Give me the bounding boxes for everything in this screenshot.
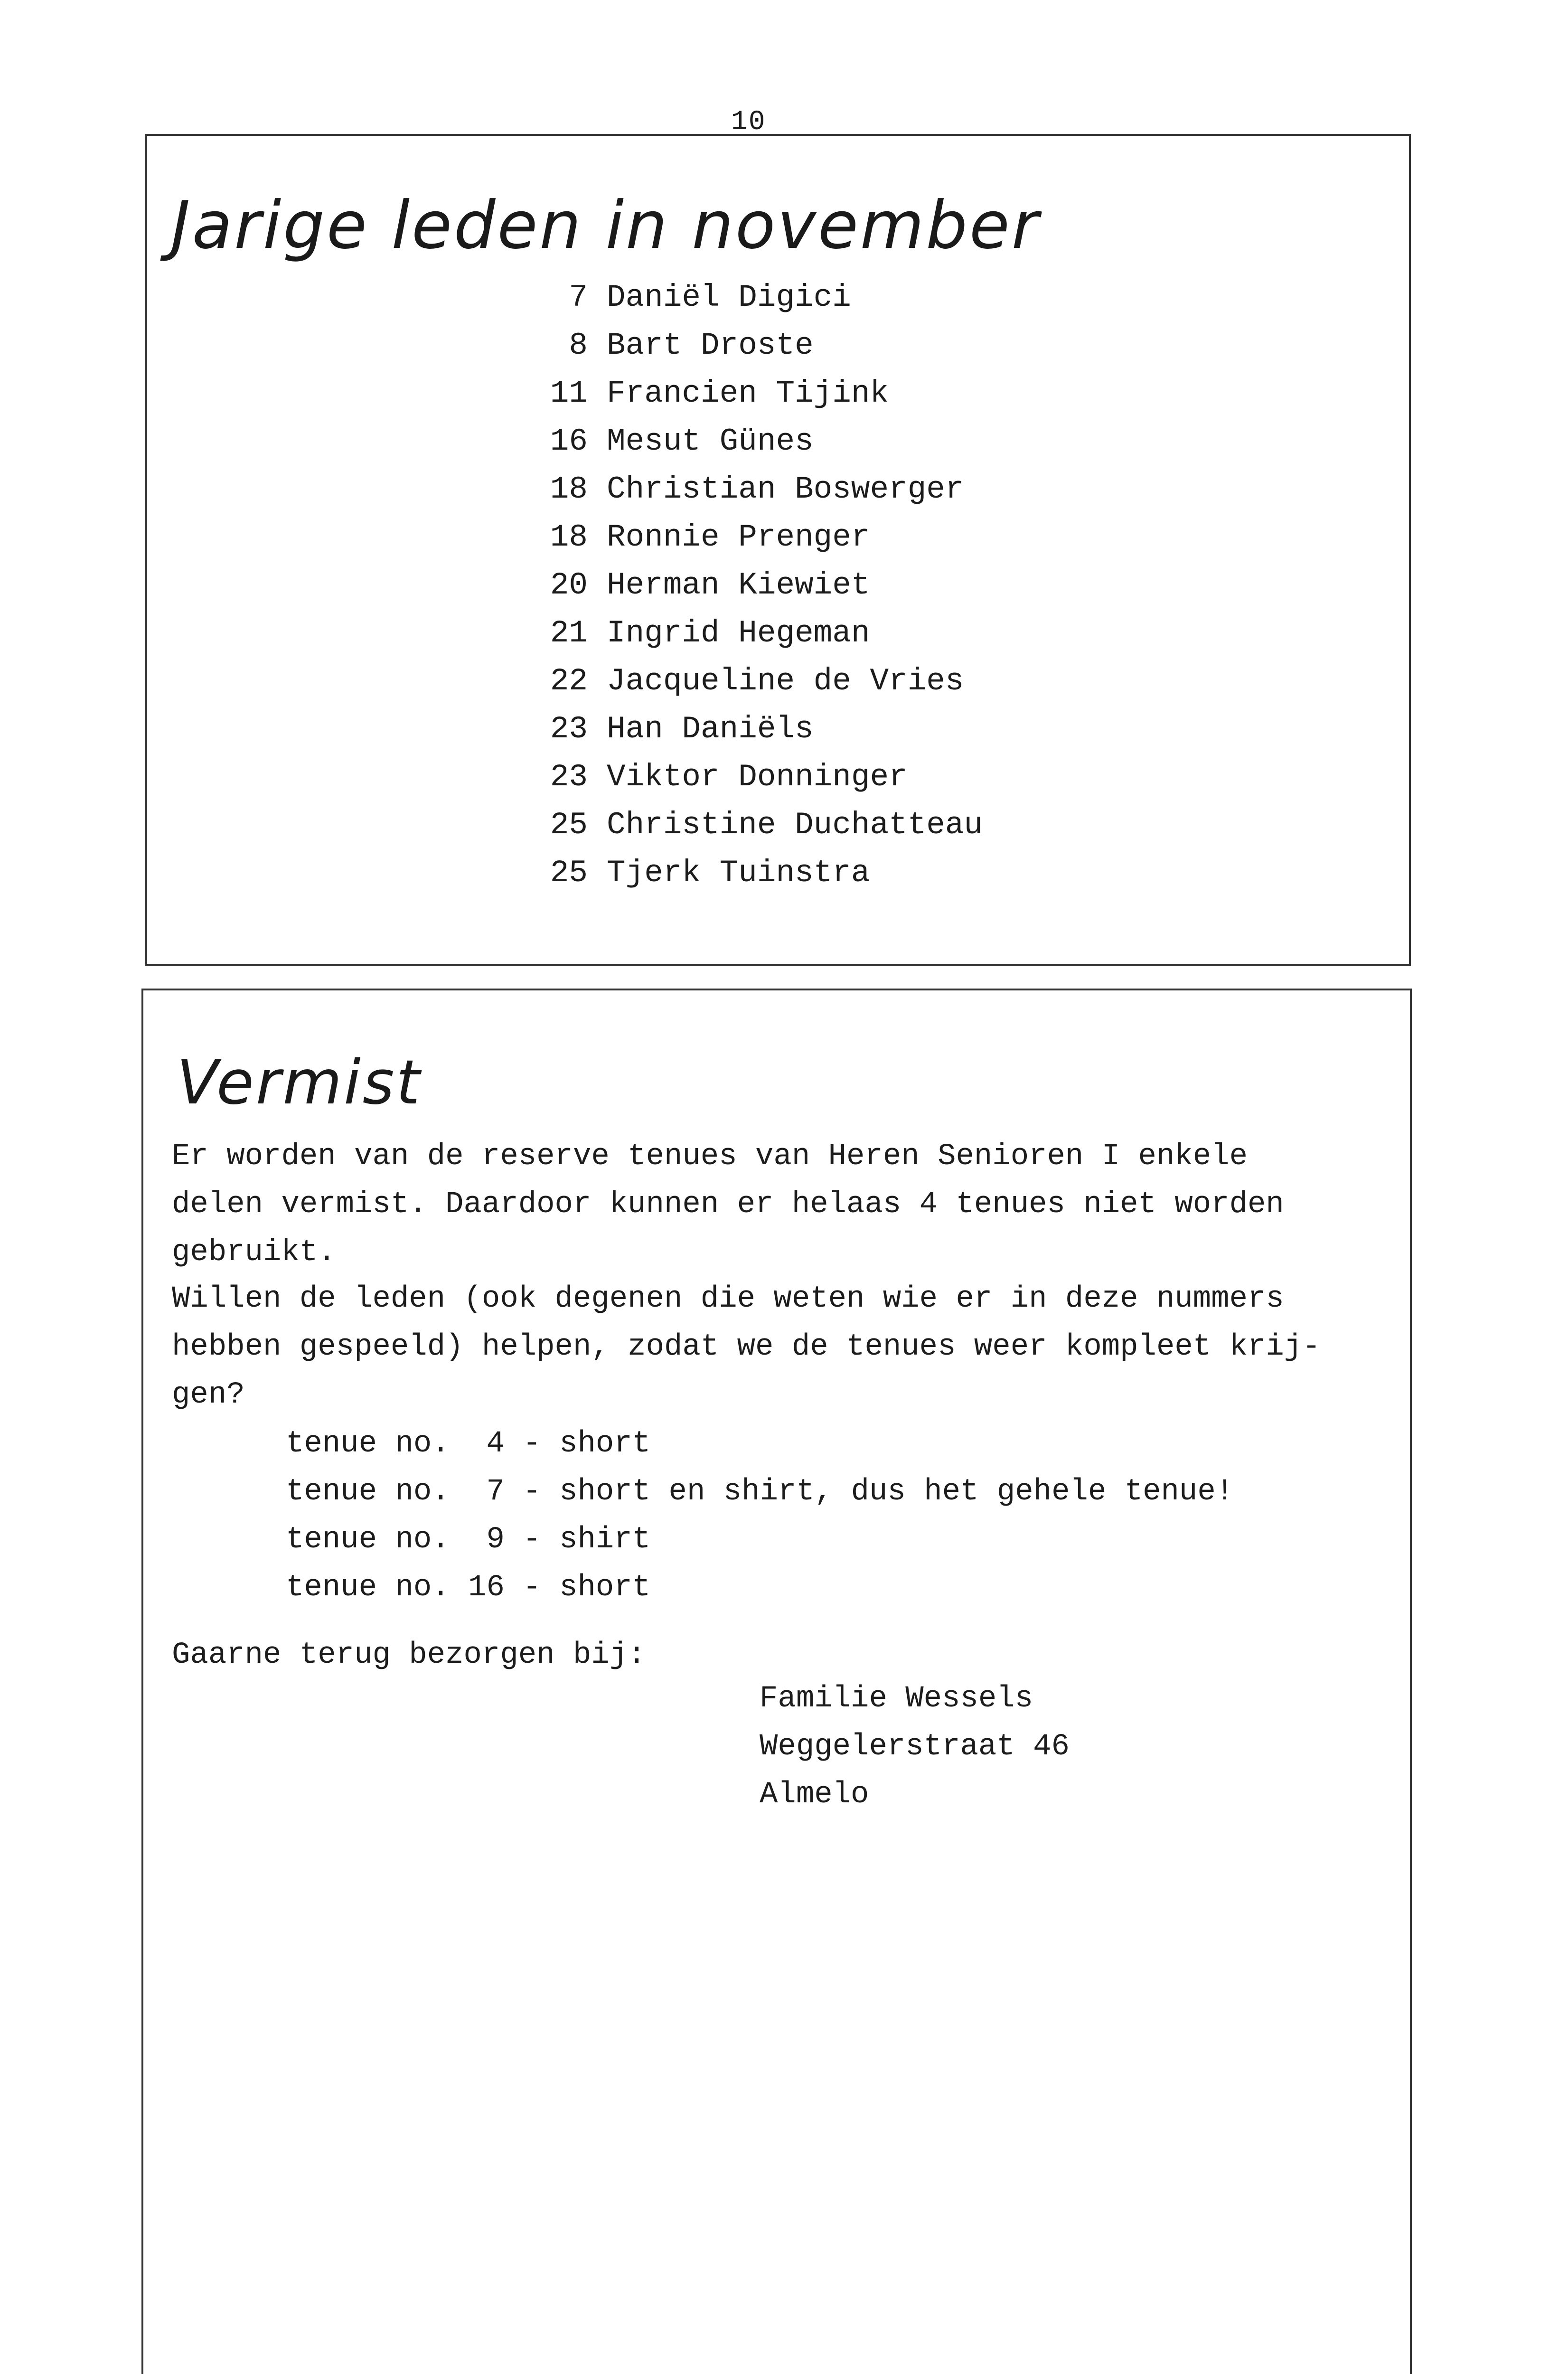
return-label: Gaarne terug bezorgen bij: [172, 1638, 646, 1672]
birthday-day: 18 [550, 519, 588, 555]
birthday-day: 22 [550, 663, 588, 699]
birthday-day: 23 [550, 711, 588, 747]
birthday-item [531, 849, 983, 897]
tenue-list [286, 1420, 1234, 1612]
member-name: Jacqueline de Vries [607, 663, 964, 699]
birthday-item [531, 369, 983, 417]
birthday-day: 11 [550, 376, 588, 411]
missing-paragraph: Er worden van de reserve tenues van Heren Senioren I enkele delen vermist. Daardoor kunnen er helaas 4 tenues niet worden gebruikt. [172, 1140, 1284, 1270]
tenue-item: tenue no. 16 - short [286, 1571, 651, 1605]
birthday-day: 16 [550, 424, 588, 459]
birthday-list [531, 273, 983, 897]
address-line: Weggelerstraat 46 [760, 1730, 1070, 1764]
missing-section [141, 989, 1412, 2374]
birthday-item [531, 465, 983, 513]
member-name: Christine Duchatteau [607, 807, 983, 843]
member-name: Francien Tijink [607, 376, 889, 411]
birthdays-title: Jarige leden in november [171, 187, 1041, 264]
birthday-item [531, 273, 983, 321]
missing-title: Vermist [177, 1047, 422, 1118]
birthday-item [531, 801, 983, 849]
birthdays-section [145, 134, 1411, 966]
tenue-item: tenue no. 7 - short en shirt, dus het gehele tenue! [286, 1475, 1234, 1509]
member-name: Han Daniëls [607, 711, 814, 747]
page-number: 10 [731, 107, 766, 138]
birthday-item [531, 609, 983, 657]
address-line: Familie Wessels [760, 1682, 1033, 1716]
birthday-day: 23 [550, 759, 588, 795]
member-name: Ronnie Prenger [607, 519, 870, 555]
member-name: Viktor Donninger [607, 759, 908, 795]
birthday-day: 18 [550, 471, 588, 507]
birthday-item [531, 417, 983, 465]
member-name: Mesut Günes [607, 424, 814, 459]
birthday-item [531, 705, 983, 753]
birthday-day: 8 [569, 328, 588, 363]
member-name: Tjerk Tuinstra [607, 855, 870, 891]
birthday-day: 25 [550, 807, 588, 843]
birthday-item [531, 657, 983, 705]
member-name: Ingrid Hegeman [607, 615, 870, 651]
member-name: Herman Kiewiet [607, 567, 870, 603]
birthday-item [531, 513, 983, 561]
help-request-paragraph: Willen de leden (ook degenen die weten wie er in deze nummers hebben gespeeld) helpen, zodat we de tenues weer kompleet krij- gen? [172, 1282, 1321, 1412]
birthday-item [531, 321, 983, 369]
birthday-day: 21 [550, 615, 588, 651]
address-line: Almelo [760, 1778, 869, 1812]
member-name: Bart Droste [607, 328, 814, 363]
return-address [760, 1675, 1070, 1819]
member-name: Daniël Digici [607, 280, 851, 315]
birthday-day: 7 [569, 280, 588, 315]
birthday-item [531, 561, 983, 609]
birthday-item [531, 753, 983, 801]
member-name: Christian Boswerger [607, 471, 964, 507]
tenue-item: tenue no. 4 - short [286, 1427, 651, 1461]
birthday-day: 25 [550, 855, 588, 891]
tenue-item: tenue no. 9 - shirt [286, 1523, 651, 1557]
birthday-day: 20 [550, 567, 588, 603]
